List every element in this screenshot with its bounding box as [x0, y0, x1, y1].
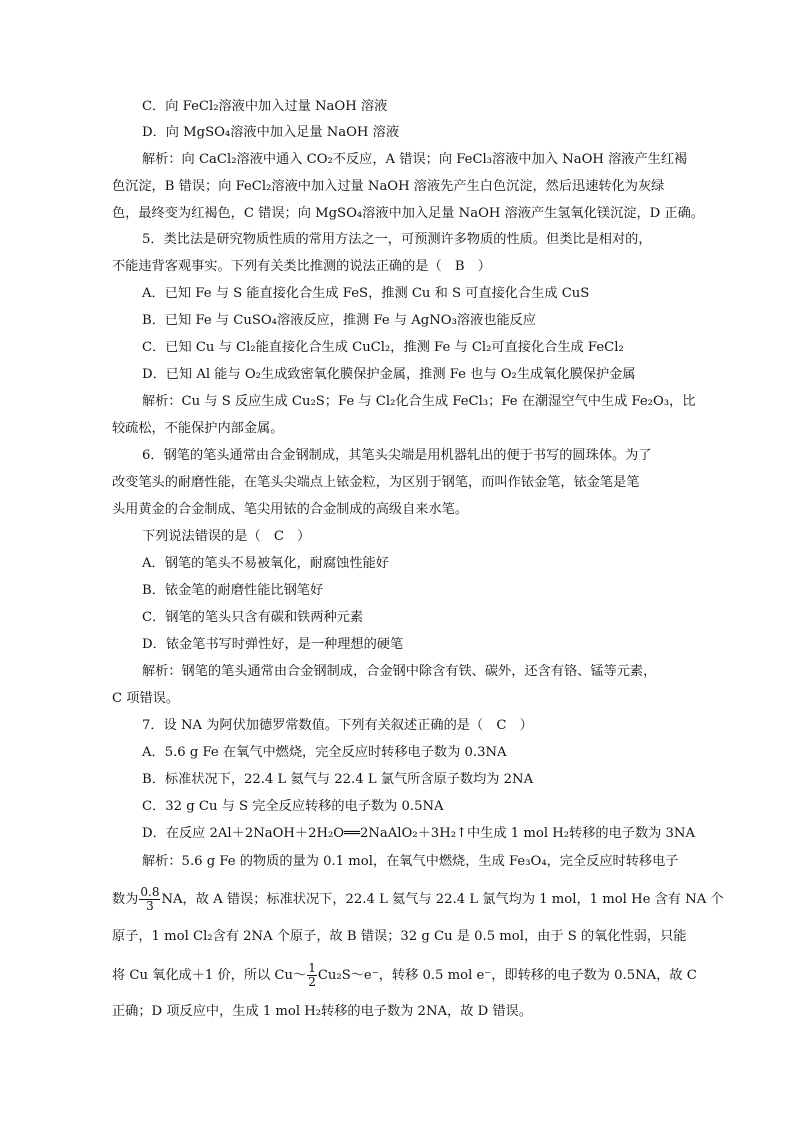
option-c-q5: C．已知 Cu 与 Cl₂能直接化合生成 CuCl₂，推测 Fe 与 Cl₂可直接化合生成 FeCl₂: [142, 340, 624, 355]
question-7: 7．设 NA 为阿伏加德罗常数值。下列有关叙述正确的是（ C ）: [142, 718, 533, 733]
analysis-q5-line2: 较疏松，不能保护内部金属。: [112, 421, 284, 436]
analysis-q4-line2: 色沉淀，B 错误；向 FeCl₂溶液中加入过量 NaOH 溶液先产生白色沉淀，然后迅速转化为灰绿: [112, 179, 665, 194]
question-5-line2: 不能违背客观事实。下列有关类比推测的说法正确的是（ B ）: [112, 259, 491, 274]
option-d-q4: D．向 MgSO₄溶液中加入足量 NaOH 溶液: [142, 125, 400, 140]
option-d-q7: D．在反应 2Al＋2NaOH＋2H₂O══2NaAlO₂＋3H₂↑中生成 1 mol H₂转移的电子数为 3NA: [142, 826, 695, 841]
fraction-1-over-2: [307, 962, 317, 989]
question-6-line2: 改变笔头的耐磨性能，在笔头尖端点上铱金粒，为区别于钢笔，而叫作铱金笔，铱金笔是笔: [112, 475, 640, 490]
option-a-q7: A．5.6 g Fe 在氧气中燃烧，完全反应时转移电子数为 0.3NA: [142, 745, 507, 760]
option-c-q4: C．向 FeCl₂溶液中加入过量 NaOH 溶液: [142, 99, 388, 114]
analysis-q5-line1: 解析：Cu 与 S 反应生成 Cu₂S；Fe 与 Cl₂化合生成 FeCl₃；Fe 在潮湿空气中生成 Fe₂O₃，比: [142, 394, 696, 409]
option-d-q6: D．铱金笔书写时弹性好，是一种理想的硬笔: [142, 637, 404, 652]
option-c-q6: C．钢笔的笔头只含有碳和铁两种元素: [142, 610, 364, 625]
analysis-q7-line3: 原子，1 mol Cl₂含有 2NA 个原子，故 B 错误；32 g Cu 是 0.5 mol，由于 S 的氧化性弱，只能: [112, 929, 687, 944]
question-5-line1: 5．类比法是研究物质性质的常用方法之一，可预测许多物质的性质。但类比是相对的，: [142, 232, 652, 247]
option-a-q5: A．已知 Fe 与 S 能直接化合生成 FeS，推测 Cu 和 S 可直接化合生成 CuS: [142, 286, 590, 301]
question-6-prompt: 下列说法错误的是（ C ）: [142, 529, 311, 544]
option-c-q7: C．32 g Cu 与 S 完全反应转移的电子数为 0.5NA: [142, 799, 444, 814]
option-b-q5: B．已知 Fe 与 CuSO₄溶液反应，推测 Fe 与 AgNO₃溶液也能反应: [142, 313, 536, 328]
analysis-q6-line1: 解析：钢笔的笔头通常由合金钢制成，合金钢中除含有铁、碳外，还含有铬、锰等元素，: [142, 664, 657, 679]
frac2-numerator: 1: [308, 961, 316, 975]
frac1-suffix: NA，: [161, 892, 196, 907]
analysis-q4-line3: 色，最终变为红褐色，C 错误；向 MgSO₄溶液中加入足量 NaOH 溶液产生氢氧化镁沉淀，D 正确。: [112, 206, 704, 221]
analysis-q7-line4: [112, 962, 697, 989]
frac1-denominator: 3: [146, 899, 154, 913]
analysis-q7-line1: 解析：5.6 g Fe 的物质的量为 0.1 mol，在氧气中燃烧，生成 Fe₃O₄，完全反应时转移电子: [142, 854, 679, 869]
option-d-q5: D．已知 Al 能与 O₂生成致密氧化膜保护金属，推测 Fe 也与 O₂生成氧化膜保护金属: [142, 367, 636, 382]
question-6-line1: 6．钢笔的笔头通常由合金钢制成，其笔头尖端是用机器轧出的便于书写的圆珠体。为了: [142, 448, 652, 463]
question-6-line3: 头用黄金的合金制成、笔尖用铱的合金制成的高级自来水笔。: [112, 502, 469, 517]
frac2-prefix: 将 Cu 氧化成＋1 价，所以 Cu～: [112, 968, 307, 983]
option-b-q6: B．铱金笔的耐磨性能比钢笔好: [142, 583, 324, 598]
frac1-prefix: 数为: [112, 892, 139, 907]
analysis-q4-line1: 解析：向 CaCl₂溶液中通入 CO₂不反应，A 错误；向 FeCl₃溶液中加入 NaOH 溶液产生红褐: [142, 152, 688, 167]
option-a-q6: A．钢笔的笔头不易被氧化，耐腐蚀性能好: [142, 556, 389, 571]
analysis-q6-line2: C 项错误。: [112, 691, 180, 706]
frac1-numerator: 0.8: [140, 885, 160, 899]
fraction-0-8-over-3: [139, 886, 160, 913]
analysis-q7-line4-rest: Cu₂S～e⁻，转移 0.5 mol e⁻，即转移的电子数为 0.5NA，故 C: [317, 968, 697, 983]
option-b-q7: B．标准状况下，22.4 L 氦气与 22.4 L 氯气所含原子数均为 2NA: [142, 772, 534, 787]
analysis-q7-line2-rest: 故 A 错误；标准状况下，22.4 L 氦气与 22.4 L 氯气均为 1 mol，1 mol He 含有 NA 个: [195, 892, 724, 907]
frac2-denominator: 2: [308, 975, 316, 989]
analysis-q7-line2: [112, 886, 724, 913]
analysis-q7-line5: 正确；D 项反应中，生成 1 mol H₂转移的电子数为 2NA，故 D 错误。: [112, 1004, 532, 1019]
